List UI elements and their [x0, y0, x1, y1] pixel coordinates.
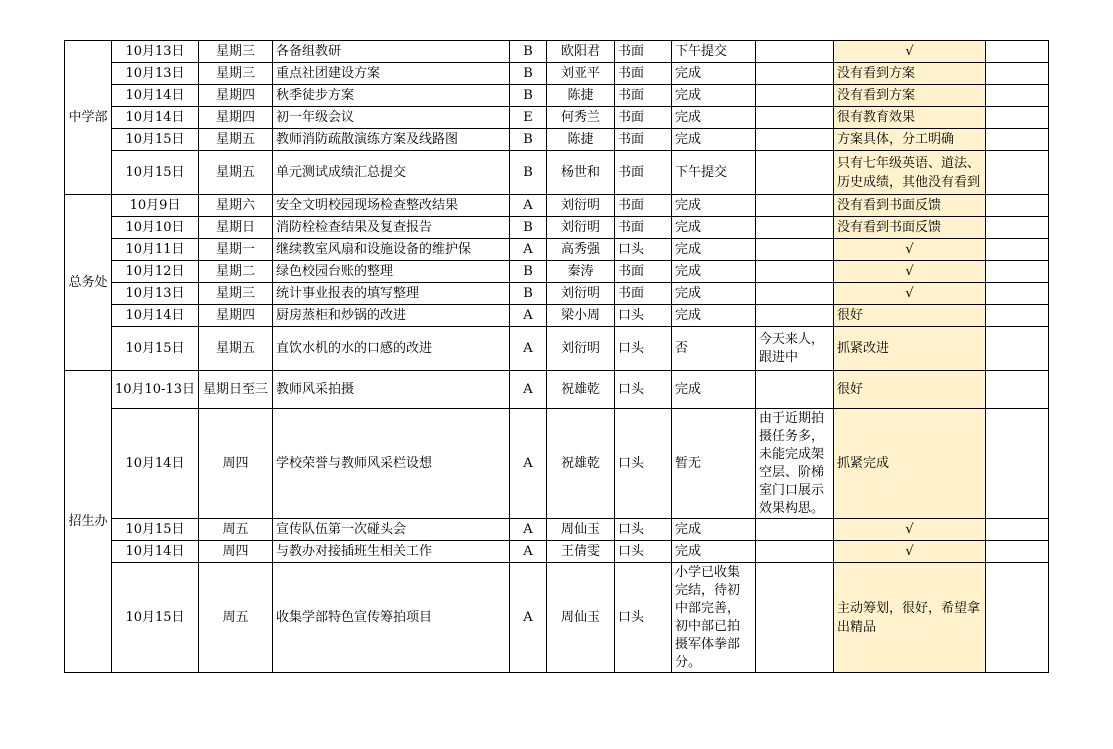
status-cell: 完成 — [672, 541, 756, 563]
task-cell: 各备组教研 — [273, 41, 510, 63]
level-cell: B — [510, 151, 547, 195]
note-cell — [756, 519, 834, 541]
empty-cell — [986, 217, 1049, 239]
person-cell: 祝雄乾 — [547, 371, 615, 409]
empty-cell — [986, 261, 1049, 283]
form-cell: 口头 — [615, 305, 672, 327]
empty-cell — [986, 519, 1049, 541]
note-cell — [756, 261, 834, 283]
task-cell: 教师消防疏散演练方案及线路图 — [273, 129, 510, 151]
status-cell: 否 — [672, 327, 756, 371]
person-cell: 周仙玉 — [547, 563, 615, 673]
person-cell: 刘衍明 — [547, 283, 615, 305]
table-row — [65, 327, 1049, 371]
table-row — [65, 305, 1049, 327]
form-cell: 口头 — [615, 327, 672, 371]
table-row — [65, 41, 1049, 63]
note-cell — [756, 85, 834, 107]
status-cell: 暂无 — [672, 409, 756, 519]
task-cell: 收集学部特色宣传筹拍项目 — [273, 563, 510, 673]
note-cell — [756, 217, 834, 239]
status-cell: 完成 — [672, 371, 756, 409]
task-cell: 统计事业报表的填写整理 — [273, 283, 510, 305]
note-cell — [756, 151, 834, 195]
empty-cell — [986, 129, 1049, 151]
evaluation-cell: 很好 — [834, 371, 986, 409]
empty-cell — [986, 541, 1049, 563]
level-cell: A — [510, 541, 547, 563]
form-cell: 书面 — [615, 85, 672, 107]
note-cell — [756, 63, 834, 85]
evaluation-cell: 方案具体，分工明确 — [834, 129, 986, 151]
form-cell: 口头 — [615, 239, 672, 261]
task-cell: 厨房蒸柜和炒锅的改进 — [273, 305, 510, 327]
status-cell: 完成 — [672, 63, 756, 85]
department-general-affairs: 总务处 — [65, 195, 112, 371]
date-cell: 10月14日 — [112, 305, 199, 327]
date-cell: 10月13日 — [112, 283, 199, 305]
note-cell — [756, 239, 834, 261]
form-cell: 书面 — [615, 151, 672, 195]
task-cell: 学校荣誉与教师风采栏设想 — [273, 409, 510, 519]
level-cell: A — [510, 327, 547, 371]
evaluation-cell: 抓紧改进 — [834, 327, 986, 371]
empty-cell — [986, 85, 1049, 107]
task-cell: 宣传队伍第一次碰头会 — [273, 519, 510, 541]
person-cell: 梁小周 — [547, 305, 615, 327]
table-row — [65, 63, 1049, 85]
form-cell: 书面 — [615, 41, 672, 63]
status-cell: 完成 — [672, 261, 756, 283]
level-cell: B — [510, 261, 547, 283]
task-cell: 重点社团建设方案 — [273, 63, 510, 85]
level-cell: B — [510, 85, 547, 107]
evaluation-cell: 没有看到方案 — [834, 63, 986, 85]
empty-cell — [986, 151, 1049, 195]
weekday-cell: 星期二 — [199, 261, 273, 283]
date-cell: 10月15日 — [112, 519, 199, 541]
table-row — [65, 129, 1049, 151]
form-cell: 书面 — [615, 261, 672, 283]
date-cell: 10月12日 — [112, 261, 199, 283]
person-cell: 高秀强 — [547, 239, 615, 261]
table-row — [65, 85, 1049, 107]
note-cell — [756, 541, 834, 563]
form-cell: 书面 — [615, 129, 672, 151]
task-cell: 绿色校园台账的整理 — [273, 261, 510, 283]
status-cell: 完成 — [672, 305, 756, 327]
status-cell: 下午提交 — [672, 151, 756, 195]
weekday-cell: 周五 — [199, 519, 273, 541]
form-cell: 口头 — [615, 563, 672, 673]
status-cell: 完成 — [672, 129, 756, 151]
empty-cell — [986, 195, 1049, 217]
task-cell: 安全文明校园现场检查整改结果 — [273, 195, 510, 217]
form-cell: 书面 — [615, 217, 672, 239]
level-cell: A — [510, 371, 547, 409]
form-cell: 口头 — [615, 409, 672, 519]
task-cell: 秋季徒步方案 — [273, 85, 510, 107]
empty-cell — [986, 107, 1049, 129]
date-cell: 10月10日 — [112, 217, 199, 239]
person-cell: 周仙玉 — [547, 519, 615, 541]
level-cell: A — [510, 409, 547, 519]
date-cell: 10月10-13日 — [112, 371, 199, 409]
note-cell: 今天来人，跟进中 — [756, 327, 834, 371]
empty-cell — [986, 563, 1049, 673]
person-cell: 刘衍明 — [547, 195, 615, 217]
level-cell: A — [510, 195, 547, 217]
level-cell: B — [510, 63, 547, 85]
form-cell: 口头 — [615, 519, 672, 541]
evaluation-cell: √ — [834, 261, 986, 283]
person-cell: 陈捷 — [547, 129, 615, 151]
date-cell: 10月14日 — [112, 107, 199, 129]
weekday-cell: 周五 — [199, 563, 273, 673]
evaluation-cell: 主动筹划，很好，希望拿出精品 — [834, 563, 986, 673]
date-cell: 10月14日 — [112, 409, 199, 519]
level-cell: B — [510, 283, 547, 305]
empty-cell — [986, 283, 1049, 305]
level-cell: B — [510, 41, 547, 63]
evaluation-cell: √ — [834, 41, 986, 63]
date-cell: 10月14日 — [112, 541, 199, 563]
empty-cell — [986, 371, 1049, 409]
status-cell: 完成 — [672, 195, 756, 217]
table-row — [65, 563, 1049, 673]
evaluation-cell: √ — [834, 283, 986, 305]
status-cell: 完成 — [672, 85, 756, 107]
date-cell: 10月15日 — [112, 327, 199, 371]
table-row — [65, 283, 1049, 305]
level-cell: A — [510, 305, 547, 327]
department-admissions: 招生办 — [65, 371, 112, 673]
form-cell: 书面 — [615, 195, 672, 217]
status-cell: 完成 — [672, 217, 756, 239]
form-cell: 书面 — [615, 63, 672, 85]
weekday-cell: 星期四 — [199, 107, 273, 129]
date-cell: 10月15日 — [112, 129, 199, 151]
person-cell: 刘亚平 — [547, 63, 615, 85]
note-cell — [756, 195, 834, 217]
level-cell: E — [510, 107, 547, 129]
status-cell: 完成 — [672, 239, 756, 261]
weekday-cell: 星期五 — [199, 327, 273, 371]
weekday-cell: 周四 — [199, 541, 273, 563]
table-row — [65, 261, 1049, 283]
task-cell: 单元测试成绩汇总提交 — [273, 151, 510, 195]
task-cell: 与教办对接插班生相关工作 — [273, 541, 510, 563]
weekday-cell: 星期四 — [199, 85, 273, 107]
weekday-cell: 星期六 — [199, 195, 273, 217]
task-cell: 消防栓检查结果及复查报告 — [273, 217, 510, 239]
task-cell: 继续教室风扇和设施设备的维护保 — [273, 239, 510, 261]
empty-cell — [986, 409, 1049, 519]
status-cell: 下午提交 — [672, 41, 756, 63]
empty-cell — [986, 327, 1049, 371]
note-cell — [756, 129, 834, 151]
note-cell — [756, 305, 834, 327]
status-cell: 完成 — [672, 519, 756, 541]
weekday-cell: 星期四 — [199, 305, 273, 327]
date-cell: 10月9日 — [112, 195, 199, 217]
form-cell: 口头 — [615, 541, 672, 563]
level-cell: B — [510, 129, 547, 151]
weekday-cell: 星期一 — [199, 239, 273, 261]
person-cell: 刘衍明 — [547, 327, 615, 371]
weekday-cell: 星期五 — [199, 151, 273, 195]
date-cell: 10月11日 — [112, 239, 199, 261]
evaluation-cell: 抓紧完成 — [834, 409, 986, 519]
status-cell: 小学已收集完结，待初中部完善，初中部已拍摄军体拳部分。 — [672, 563, 756, 673]
level-cell: A — [510, 239, 547, 261]
person-cell: 祝雄乾 — [547, 409, 615, 519]
status-cell: 完成 — [672, 107, 756, 129]
evaluation-cell: 没有看到方案 — [834, 85, 986, 107]
person-cell: 杨世和 — [547, 151, 615, 195]
empty-cell — [986, 41, 1049, 63]
table-row — [65, 519, 1049, 541]
person-cell: 秦涛 — [547, 261, 615, 283]
status-cell: 完成 — [672, 283, 756, 305]
table-row — [65, 371, 1049, 409]
weekday-cell: 星期日 — [199, 217, 273, 239]
evaluation-cell: √ — [834, 541, 986, 563]
table-row — [65, 195, 1049, 217]
department-middle-school: 中学部 — [65, 41, 112, 195]
date-cell: 10月15日 — [112, 563, 199, 673]
empty-cell — [986, 305, 1049, 327]
level-cell: A — [510, 563, 547, 673]
empty-cell — [986, 63, 1049, 85]
note-cell — [756, 107, 834, 129]
evaluation-cell: 只有七年级英语、道法、历史成绩，其他没有看到 — [834, 151, 986, 195]
person-cell: 欧阳君 — [547, 41, 615, 63]
table-row — [65, 409, 1049, 519]
weekday-cell: 星期三 — [199, 41, 273, 63]
note-cell — [756, 283, 834, 305]
table-row — [65, 151, 1049, 195]
form-cell: 口头 — [615, 371, 672, 409]
work-schedule-table — [64, 40, 1049, 673]
person-cell: 陈捷 — [547, 85, 615, 107]
date-cell: 10月14日 — [112, 85, 199, 107]
evaluation-cell: 很有教育效果 — [834, 107, 986, 129]
form-cell: 书面 — [615, 283, 672, 305]
table-row — [65, 541, 1049, 563]
evaluation-cell: 没有看到书面反馈 — [834, 217, 986, 239]
date-cell: 10月13日 — [112, 41, 199, 63]
note-cell: 由于近期拍摄任务多，未能完成架空层、阶梯室门口展示效果构思。 — [756, 409, 834, 519]
note-cell — [756, 41, 834, 63]
person-cell: 刘衍明 — [547, 217, 615, 239]
table-row — [65, 239, 1049, 261]
weekday-cell: 星期日至三 — [199, 371, 273, 409]
note-cell — [756, 563, 834, 673]
weekday-cell: 星期五 — [199, 129, 273, 151]
person-cell: 王倩雯 — [547, 541, 615, 563]
evaluation-cell: √ — [834, 239, 986, 261]
task-cell: 教师风采拍摄 — [273, 371, 510, 409]
weekday-cell: 周四 — [199, 409, 273, 519]
table-row — [65, 107, 1049, 129]
evaluation-cell: 没有看到书面反馈 — [834, 195, 986, 217]
date-cell: 10月13日 — [112, 63, 199, 85]
table-row — [65, 217, 1049, 239]
evaluation-cell: 很好 — [834, 305, 986, 327]
weekday-cell: 星期三 — [199, 283, 273, 305]
task-cell: 初一年级会议 — [273, 107, 510, 129]
level-cell: B — [510, 217, 547, 239]
evaluation-cell: √ — [834, 519, 986, 541]
form-cell: 书面 — [615, 107, 672, 129]
person-cell: 何秀兰 — [547, 107, 615, 129]
weekday-cell: 星期三 — [199, 63, 273, 85]
date-cell: 10月15日 — [112, 151, 199, 195]
empty-cell — [986, 239, 1049, 261]
task-cell: 直饮水机的水的口感的改进 — [273, 327, 510, 371]
level-cell: A — [510, 519, 547, 541]
note-cell — [756, 371, 834, 409]
